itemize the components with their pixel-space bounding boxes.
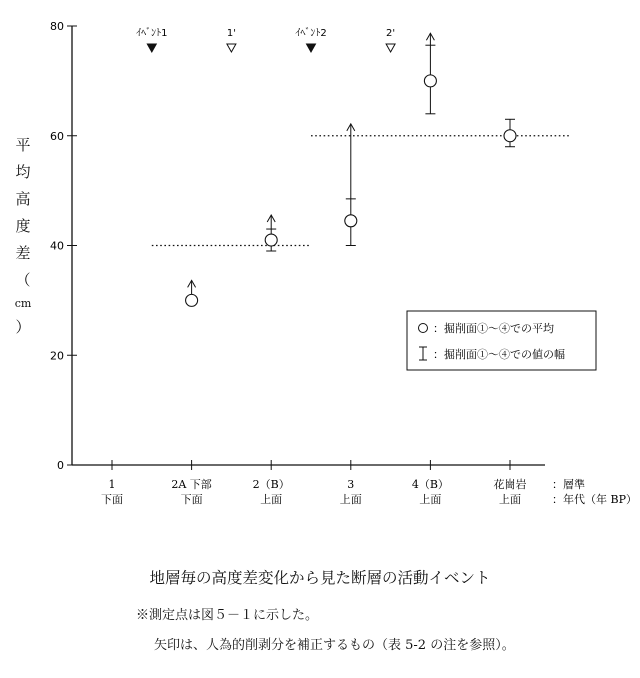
row-label-stratum: ：層準 bbox=[552, 478, 585, 491]
mean-marker bbox=[424, 75, 436, 87]
legend bbox=[407, 311, 596, 370]
y-axis-label-char: ） bbox=[15, 318, 31, 336]
data-point-group bbox=[265, 215, 277, 251]
mean-marker bbox=[345, 215, 357, 227]
x-tick-sublabel: 上面 bbox=[339, 493, 362, 506]
data-points bbox=[186, 33, 516, 306]
y-tick-label: 0 bbox=[57, 459, 64, 472]
x-tick-label: 3 bbox=[347, 478, 355, 491]
y-axis-label-char: 均 bbox=[15, 163, 31, 181]
y-tick-label: 60 bbox=[50, 129, 64, 143]
note-arrows: 矢印は、人為的削剥分を補正するもの（表 5-2 の注を参照）。 bbox=[154, 638, 515, 653]
x-tick-label: 2A 下部 bbox=[171, 478, 212, 491]
y-axis-label-char: 平 bbox=[15, 136, 31, 154]
event-label: ｲﾍﾞﾝﾄ2 bbox=[295, 28, 327, 39]
data-point-group bbox=[504, 119, 516, 146]
x-tick-label: 1 bbox=[108, 478, 116, 491]
legend-box bbox=[407, 311, 596, 370]
event-markers bbox=[136, 27, 395, 52]
event-triangle bbox=[307, 44, 316, 52]
y-axis-label-char: cm bbox=[14, 297, 32, 310]
axes bbox=[50, 20, 545, 472]
mean-marker bbox=[186, 294, 198, 306]
x-tick-label: 花崗岩 bbox=[493, 478, 527, 491]
y-axis-label-char: 差 bbox=[15, 244, 31, 262]
x-axis-labels bbox=[101, 477, 637, 506]
y-axis-label-char: 度 bbox=[15, 217, 31, 235]
legend-mean-marker bbox=[419, 324, 428, 333]
x-tick-sublabel: 上面 bbox=[499, 493, 521, 506]
event-label: ｲﾍﾞﾝﾄ1 bbox=[136, 28, 168, 39]
x-tick-label: 4（B） bbox=[411, 478, 449, 491]
event-triangle bbox=[386, 44, 395, 52]
x-tick-label: 2（B） bbox=[252, 478, 290, 491]
y-axis-label-char: 高 bbox=[15, 190, 31, 208]
y-tick-label: 80 bbox=[50, 20, 64, 33]
y-tick-label: 20 bbox=[50, 349, 64, 363]
note-measurement-points: ※測定点は図５－１に示した。 bbox=[136, 608, 319, 623]
event-label: 1' bbox=[226, 28, 236, 39]
x-tick-sublabel: 上面 bbox=[260, 493, 283, 506]
row-label-age: ：年代（年 BP） bbox=[552, 493, 637, 506]
data-point-group bbox=[186, 280, 198, 306]
figure-caption: 地層毎の高度差変化から見た断層の活動イベント bbox=[149, 569, 491, 587]
event-triangle bbox=[147, 44, 156, 52]
x-tick-sublabel: 下面 bbox=[180, 493, 203, 506]
x-tick-sublabel: 上面 bbox=[419, 493, 442, 506]
mean-marker bbox=[265, 234, 277, 246]
y-axis-label bbox=[14, 132, 32, 341]
legend-range-label: ：掘削面①～④での値の幅 bbox=[433, 348, 565, 361]
y-axis-label-char: （ bbox=[15, 271, 31, 289]
x-tick-sublabel: 下面 bbox=[101, 493, 123, 506]
mean-marker bbox=[504, 130, 516, 142]
event-label: 2' bbox=[386, 28, 396, 39]
level-lines bbox=[152, 136, 570, 246]
data-point-group bbox=[424, 33, 436, 114]
data-point-group bbox=[345, 124, 357, 246]
y-tick-label: 40 bbox=[50, 239, 64, 253]
event-triangle bbox=[227, 44, 236, 52]
legend-mean-label: ：掘削面①～④での平均 bbox=[433, 322, 554, 335]
